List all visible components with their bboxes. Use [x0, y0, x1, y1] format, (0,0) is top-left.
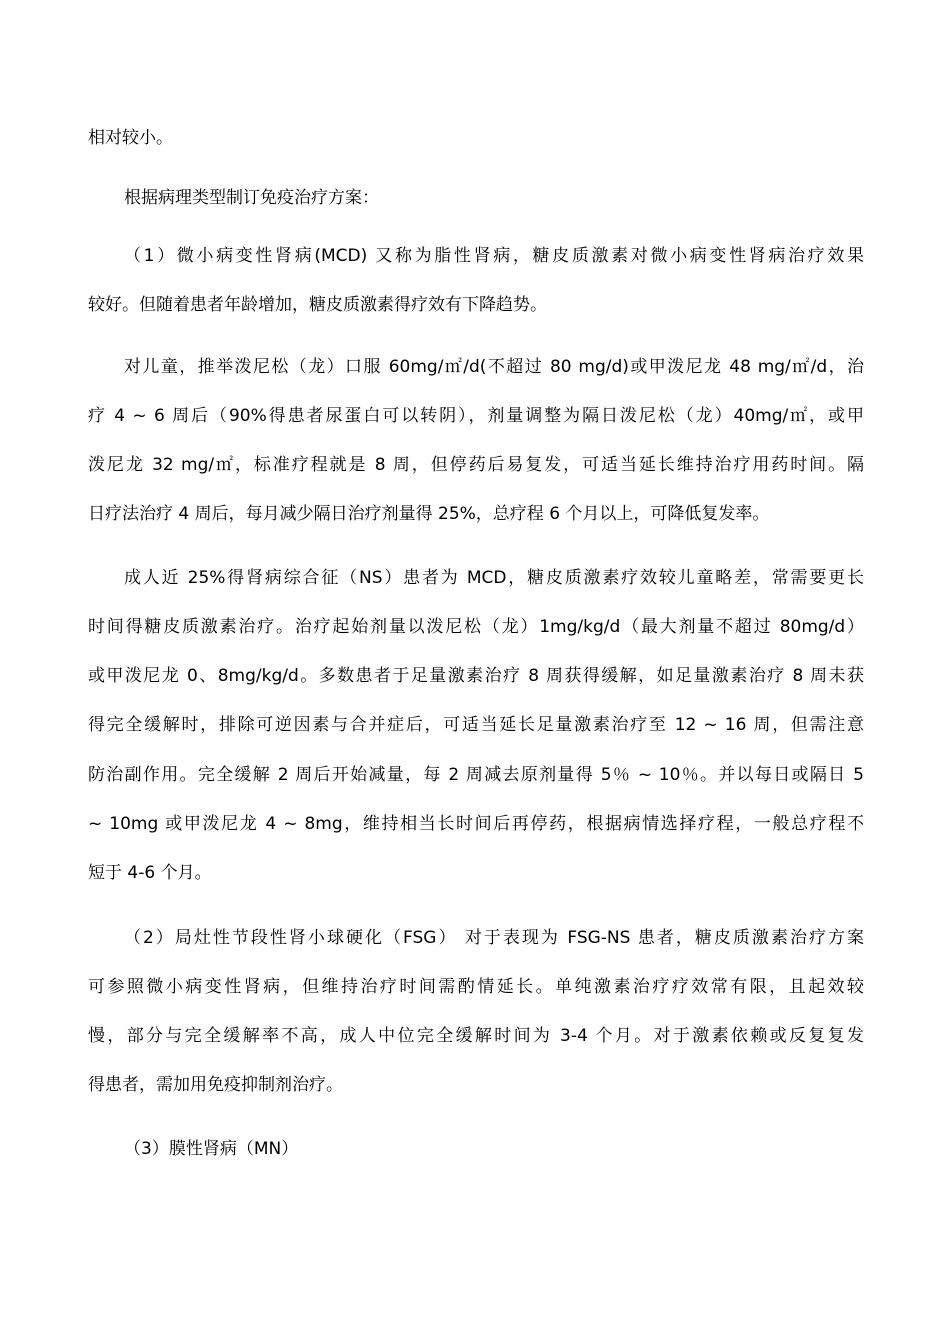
section-heading: （3）膜性肾病（MN）: [124, 1139, 299, 1159]
text-line: 泼尼龙 32 mg/㎡，标准疗程就是 8 周，但停药后易复发，可适当延长维持治疗用药时间。隔: [88, 455, 864, 475]
text-line: 短于 4-6 个月。: [88, 863, 212, 883]
text-line: 得完全缓解时，排除可逆因素与合并症后，可适当延长足量激素治疗至 12 ~ 16 周，但需注意: [88, 715, 864, 735]
text-line: 成人近 25%得肾病综合征（NS）患者为 MCD，糖皮质激素疗效较儿童略差，常需要更长: [124, 568, 864, 588]
text-line: 根据病理类型制订免疫治疗方案：: [124, 188, 379, 208]
text-line: 或甲泼尼龙 0、8mg/kg/d。多数患者于足量激素治疗 8 周获得缓解，如足量激素治疗 8 周未获: [88, 666, 864, 686]
text-line: 防治副作用。完全缓解 2 周后开始减量，每 2 周减去原剂量得 5％ ~ 10％。并以每日或隔日 5: [88, 765, 864, 785]
text-line: 得患者，需加用免疫抑制剂治疗。: [88, 1075, 343, 1095]
text-line: 慢，部分与完全缓解率不高，成人中位完全缓解时间为 3-4 个月。对于激素依赖或反复复发: [88, 1026, 864, 1046]
text-line: 较好。但随着患者年龄增加，糖皮质激素得疗效有下降趋势。: [88, 295, 547, 315]
text-line: 对儿童，推举泼尼松（龙）口服 60mg/㎡/d(不超过 80 mg/d)或甲泼尼龙 48 mg/㎡/d，治: [124, 357, 864, 377]
text-line: 疗 4 ~ 6 周后（90%得患者尿蛋白可以转阴），剂量调整为隔日泼尼松（龙）40mg/㎡，或甲: [88, 406, 864, 426]
text-line: 相对较小。: [88, 128, 173, 148]
text-line: 可参照微小病变性肾病，但维持治疗时间需酌情延长。单纯激素治疗疗效常有限，且起效较: [88, 977, 864, 997]
text-line: 时间得糖皮质激素治疗。治疗起始剂量以泼尼松（龙）1mg/kg/d（最大剂量不超过 80mg/d）: [88, 617, 864, 637]
text-line: 日疗法治疗 4 周后，每月减少隔日治疗剂量得 25%，总疗程 6 个月以上，可降低复发率。: [88, 504, 770, 524]
text-line: （1）微小病变性肾病(MCD) 又称为脂性肾病，糖皮质激素对微小病变性肾病治疗效果: [124, 246, 864, 266]
text-line: （2）局灶性节段性肾小球硬化（FSG） 对于表现为 FSG-NS 患者，糖皮质激素治疗方案: [124, 928, 864, 948]
text-line: ~ 10mg 或甲泼尼龙 4 ~ 8mg，维持相当长时间后再停药，根据病情选择疗程，一般总疗程不: [88, 814, 864, 834]
